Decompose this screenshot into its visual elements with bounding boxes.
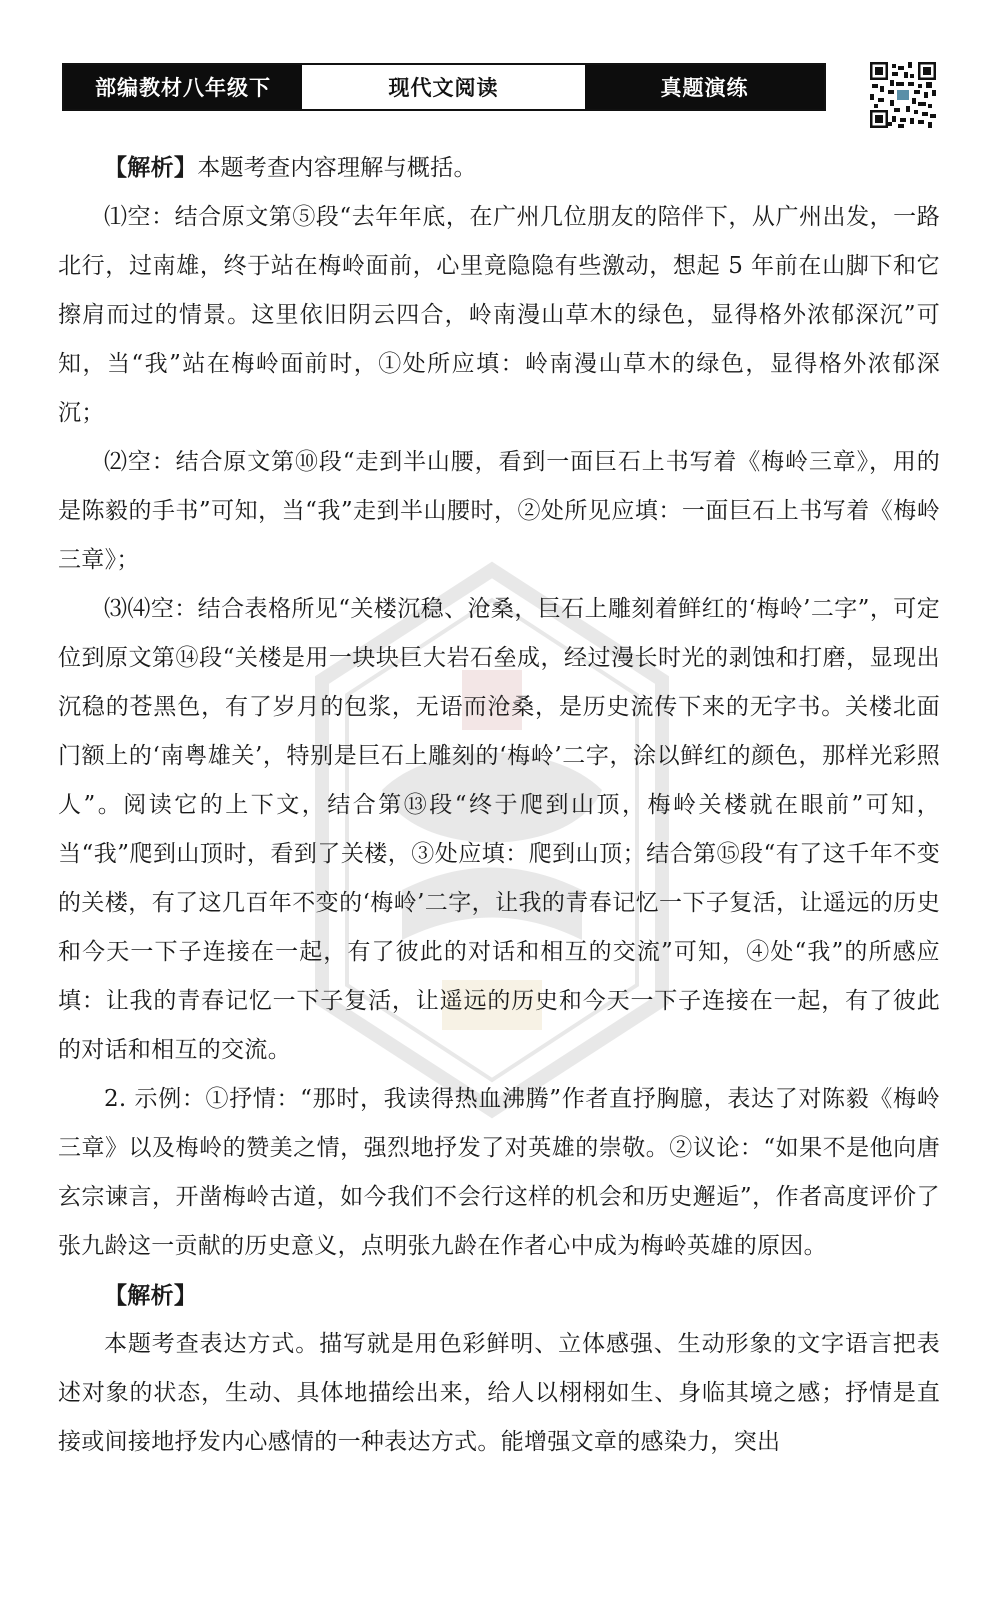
analysis-label: 【解析】 xyxy=(104,154,198,181)
analysis-intro xyxy=(58,143,940,193)
header-textbook-label: 部编教材八年级下 xyxy=(64,65,302,109)
analysis-label-2: 【解析】 xyxy=(104,1282,198,1309)
answer-content xyxy=(58,143,940,1467)
analysis-intro-text: 本题考查内容理解与概括。 xyxy=(197,155,477,181)
qr-code-icon xyxy=(870,62,936,128)
paragraph-question-2: 2. 示例：①抒情：“那时，我读得热血沸腾”作者直抒胸臆，表达了对陈毅《梅岭三章》以及梅岭的赞美之情，强烈地抒发了对英雄的崇敬。②议论：“如果不是他向唐玄宗谏言，开凿梅岭古道，如今我们不会行这样的机会和历史邂逅”，作者高度评价了张九龄这一贡献的历史意义，点明张九龄在作者心中成为梅岭英雄的原因。 xyxy=(58,1086,940,1259)
paragraph-blank-1: ⑴空：结合原文第⑤段“去年年底，在广州几位朋友的陪伴下，从广州出发，一路北行，过南雄，终于站在梅岭面前，心里竟隐隐有些激动，想起 5 年前在山脚下和它擦肩而过的情景。这里依旧阴云四合，岭南漫山草木的绿色，显得格外浓郁深沉”可知，当“我”站在梅岭面前时，①处所应填：岭南漫山草木的绿色，显得格外浓郁深沉； xyxy=(58,204,940,426)
header-bar xyxy=(62,63,826,111)
paragraph-expression-analysis: 本题考查表达方式。描写就是用色彩鲜明、立体感强、生动形象的文字语言把表述对象的状态，生动、具体地描绘出来，给人以栩栩如生、身临其境之感；抒情是直接或间接地抒发内心感情的一种表达方式。能增强文章的感染力，突出 xyxy=(58,1331,940,1455)
header-practice-label: 真题演练 xyxy=(585,65,824,109)
paragraph-blank-3-4: ⑶⑷空：结合表格所见“关楼沉稳、沧桑，巨石上雕刻着鲜红的‘梅岭’二字”，可定位到原文第⑭段“关楼是用一块块巨大岩石垒成，经过漫长时光的剥蚀和打磨，显现出沉稳的苍黑色，有了岁月的包浆，无语而沧桑，是历史流传下来的无字书。关楼北面门额上的‘南粤雄关’，特别是巨石上雕刻的‘梅岭’二字，涂以鲜红的颜色，那样光彩照人”。阅读它的上下文，结合第⑬段“终于爬到山顶，梅岭关楼就在眼前”可知，当“我”爬到山顶时，看到了关楼，③处应填：爬到山顶；结合第⑮段“有了这千年不变的关楼，有了这几百年不变的‘梅岭’二字，让我的青春记忆一下子复活，让遥远的历史和今天一下子连接在一起，有了彼此的对话和相互的交流”可知，④处“我”的所感应填：让我的青春记忆一下子复活，让遥远的历史和今天一下子连接在一起，有了彼此的对话和相互的交流。 xyxy=(58,596,940,1063)
header-section-label: 现代文阅读 xyxy=(302,65,585,109)
paragraph-blank-2: ⑵空：结合原文第⑩段“走到半山腰，看到一面巨石上书写着《梅岭三章》，用的是陈毅的手书”可知，当“我”走到半山腰时，②处所见应填：一面巨石上书写着《梅岭三章》； xyxy=(58,449,940,573)
